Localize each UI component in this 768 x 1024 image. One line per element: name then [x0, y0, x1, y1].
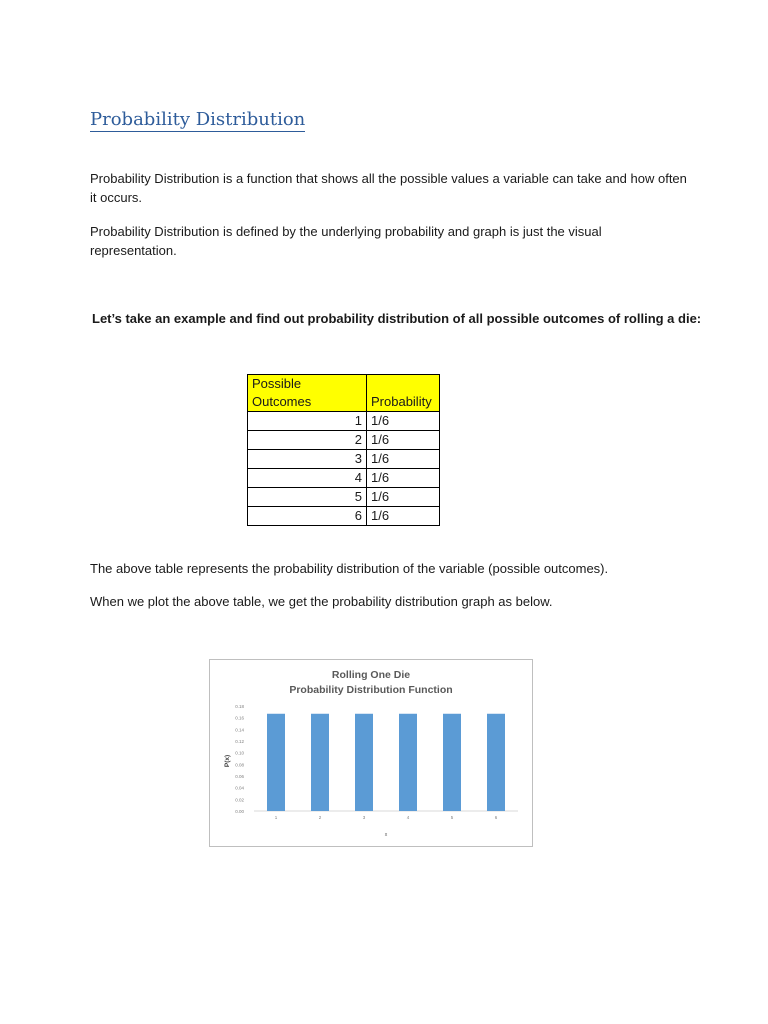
- y-tick-label: 0.12: [235, 739, 244, 744]
- x-tick-label: 2: [318, 815, 322, 820]
- bar-6: [487, 714, 505, 811]
- x-axis-label: x: [384, 832, 388, 838]
- bar-3: [355, 714, 373, 811]
- paragraph-explanation: Probability Distribution is defined by the underlying probability and graph is just the visual representation.: [90, 224, 602, 258]
- probability-cell: 1/6: [367, 488, 440, 507]
- bar-2: [311, 714, 329, 811]
- table-row: [248, 469, 440, 488]
- table-row: [248, 412, 440, 431]
- outcome-cell: 4: [248, 469, 367, 488]
- y-tick-label: 0.06: [235, 774, 244, 779]
- table-row: [248, 488, 440, 507]
- y-tick-label: 0.04: [235, 785, 244, 791]
- table-row: [248, 431, 440, 450]
- header-outcomes: Possible Outcomes: [248, 375, 367, 412]
- probability-cell: 1/6: [367, 412, 440, 431]
- paragraph-table-summary: The above table represents the probability distribution of the variable (possible outcomes).: [90, 561, 609, 576]
- table-header-row: [248, 375, 440, 412]
- bar-5: [443, 714, 461, 811]
- bar-1: [267, 714, 285, 811]
- x-tick-label: 1: [274, 815, 278, 820]
- x-tick-label: 3: [362, 815, 366, 820]
- page-title: Probability Distribution: [90, 109, 306, 130]
- table-row: [248, 507, 440, 526]
- y-tick-label: 0.02: [235, 797, 244, 803]
- y-tick-label: 0.00: [235, 809, 244, 814]
- bars: [267, 714, 505, 811]
- chart-subtitle: Probability Distribution Function: [289, 684, 453, 696]
- y-axis-label: P(x): [224, 754, 231, 768]
- probability-table: [247, 374, 440, 526]
- x-tick-label: 6: [494, 815, 498, 820]
- bar-4: [399, 714, 417, 811]
- x-tick-label: 5: [450, 815, 454, 820]
- probability-cell: 1/6: [367, 450, 440, 469]
- outcome-cell: 3: [248, 450, 367, 469]
- y-tick-label: 0.14: [235, 727, 244, 733]
- outcome-cell: 5: [248, 488, 367, 507]
- example-intro: Let’s take an example and find out probability distribution of all possible outcomes of rolling a die:: [92, 311, 702, 326]
- chart-title: Rolling One Die: [331, 669, 411, 681]
- y-tick-label: 0.16: [235, 715, 244, 721]
- outcome-cell: 6: [248, 507, 367, 526]
- header-probability: Probability: [367, 375, 440, 412]
- y-tick-label: 0.10: [235, 750, 244, 756]
- paragraph-definition: Probability Distribution is a function that shows all the possible values a variable can take and how often it occurs.: [90, 171, 687, 205]
- y-tick-label: 0.08: [235, 762, 244, 768]
- paragraph-plot-intro: When we plot the above table, we get the probability distribution graph as below.: [90, 594, 553, 609]
- y-tick-label: 0.18: [235, 704, 244, 709]
- probability-cell: 1/6: [367, 507, 440, 526]
- y-tick-labels: [235, 704, 244, 814]
- x-tick-labels: [275, 815, 498, 820]
- x-tick-label: 4: [406, 815, 410, 820]
- probability-cell: 1/6: [367, 431, 440, 450]
- table-row: [248, 450, 440, 469]
- probability-cell: 1/6: [367, 469, 440, 488]
- outcome-cell: 1: [248, 412, 367, 431]
- chart-frame: [209, 659, 533, 847]
- probability-bar-chart: [210, 660, 532, 846]
- outcome-cell: 2: [248, 431, 367, 450]
